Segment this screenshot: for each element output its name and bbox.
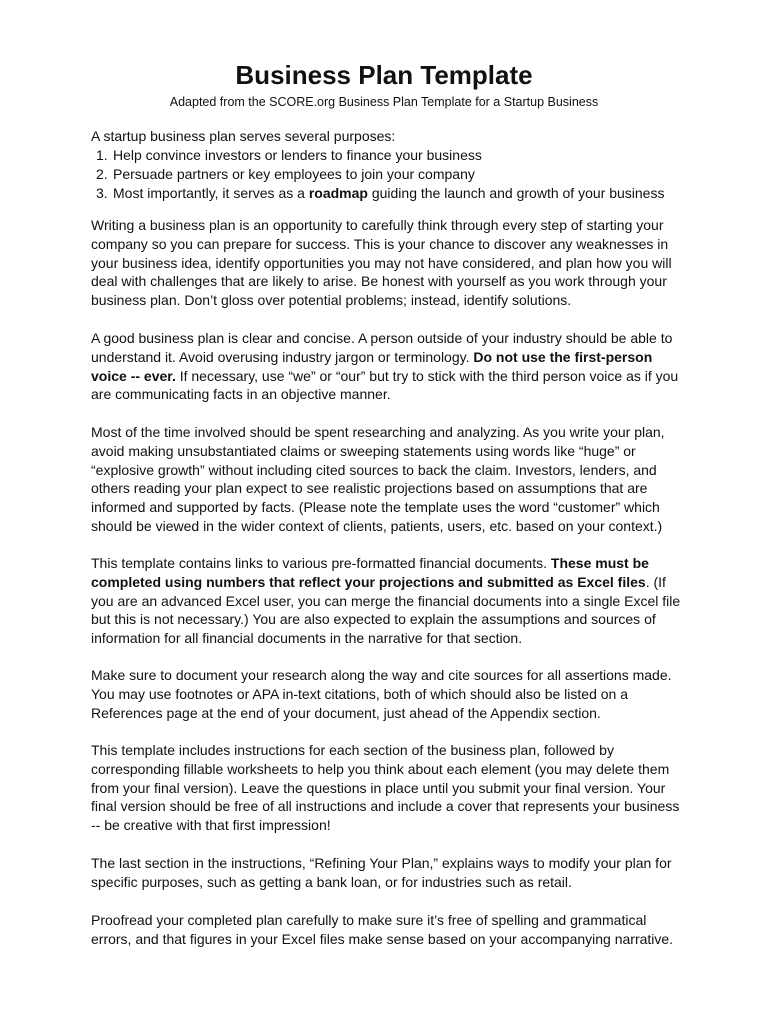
- paragraph-clarity: [91, 329, 681, 404]
- list-item-text-pre: Most importantly, it serves as a: [113, 184, 309, 201]
- intro-text: A startup business plan serves several purposes:: [91, 128, 396, 144]
- paragraph-emphasis: These must be completed using numbers that reflect your projections and submitted as Excel files: [91, 555, 649, 590]
- list-item-text: Help convince investors or lenders to finance your business: [113, 147, 482, 163]
- list-item-emphasis: roadmap: [308, 184, 368, 201]
- paragraph-text: This template contains links to various pre-formatted financial documents.: [91, 555, 551, 571]
- list-number: 3.: [96, 184, 108, 201]
- paragraph-instructions: This template includes instructions for each section of the business plan, followed by corresponding fillable worksheets to help you think about each element (you may delete them from your final version). Leave the questions in place until you submit your final version. Your final version should be free of all instructions and include a cover that represents your business -- be creative with that first impression!: [91, 742, 680, 834]
- paragraph-financials: [91, 554, 681, 648]
- paragraph-emphasis: Do not use the first-person voice -- ever.: [91, 348, 653, 384]
- paragraph-proofread: Proofread your completed plan carefully to make sure it’s free of spelling and grammatical errors, and that figures in your Excel files make sense based on your accompanying narrative.: [91, 912, 674, 947]
- paragraph-research: Most of the time involved should be spent researching and analyzing. As you write your plan, avoid making unsubstantiated claims or sweeping statements using words like “huge” or “explosive growth” without including cited sources to back the claim. Investors, lenders, and others reading your plan expect to see realistic projections based on assumptions that are informed and supported by facts. (Please note the template uses the word “customer” which should be viewed in the wider context of clients, patients, users, etc. based on your context.): [91, 424, 665, 534]
- paragraph-citations: Make sure to document your research along the way and cite sources for all assertions made. You may use footnotes or APA in-text citations, both of which should also be listed on a References page at the end of your document, just ahead of the Appendix section.: [91, 667, 672, 721]
- list-item-text-post: guiding the launch and growth of your business: [367, 184, 665, 201]
- list-item: [91, 184, 691, 203]
- paragraph-text: . (If you are an advanced Excel user, you can merge the financial documents into a single Excel file but this is not necessary.) You are also expected to explain the assumptions and sources of information for all financial documents in the narrative for that section.: [91, 573, 681, 647]
- list-item-text: Persuade partners or key employees to join your company: [113, 165, 475, 182]
- paragraph-text: If necessary, use “we” or “our” but try to stick with the third person voice as if you are communicating facts in an objective manner.: [91, 367, 679, 403]
- paragraph-text: A good business plan is clear and concise. A person outside of your industry should be able to understand it. Avoid overusing industry jargon or terminology.: [91, 330, 673, 365]
- page-subtitle: Adapted from the SCORE.org Business Plan Template for a Startup Business: [169, 95, 599, 109]
- list-item: [91, 146, 691, 165]
- purpose-list: [91, 146, 691, 202]
- list-number: 2.: [96, 165, 108, 182]
- list-item: [91, 165, 691, 184]
- paragraph-refining: The last section in the instructions, “Refining Your Plan,” explains ways to modify your plan for specific purposes, such as getting a bank loan, or for industries such as retail.: [91, 855, 672, 890]
- list-number: 1.: [96, 147, 108, 163]
- paragraph-planning: Writing a business plan is an opportunity to carefully think through every step of starting your company so you can prepare for success. This is your chance to discover any weaknesses in your business idea, identify opportunities you may not have considered, and plan how you will deal with challenges that are likely to arise. Be honest with yourself as you work through your business plan. Don’t gloss over potential problems; instead, identify solutions.: [91, 217, 672, 309]
- page-title: Business Plan Template: [235, 60, 533, 90]
